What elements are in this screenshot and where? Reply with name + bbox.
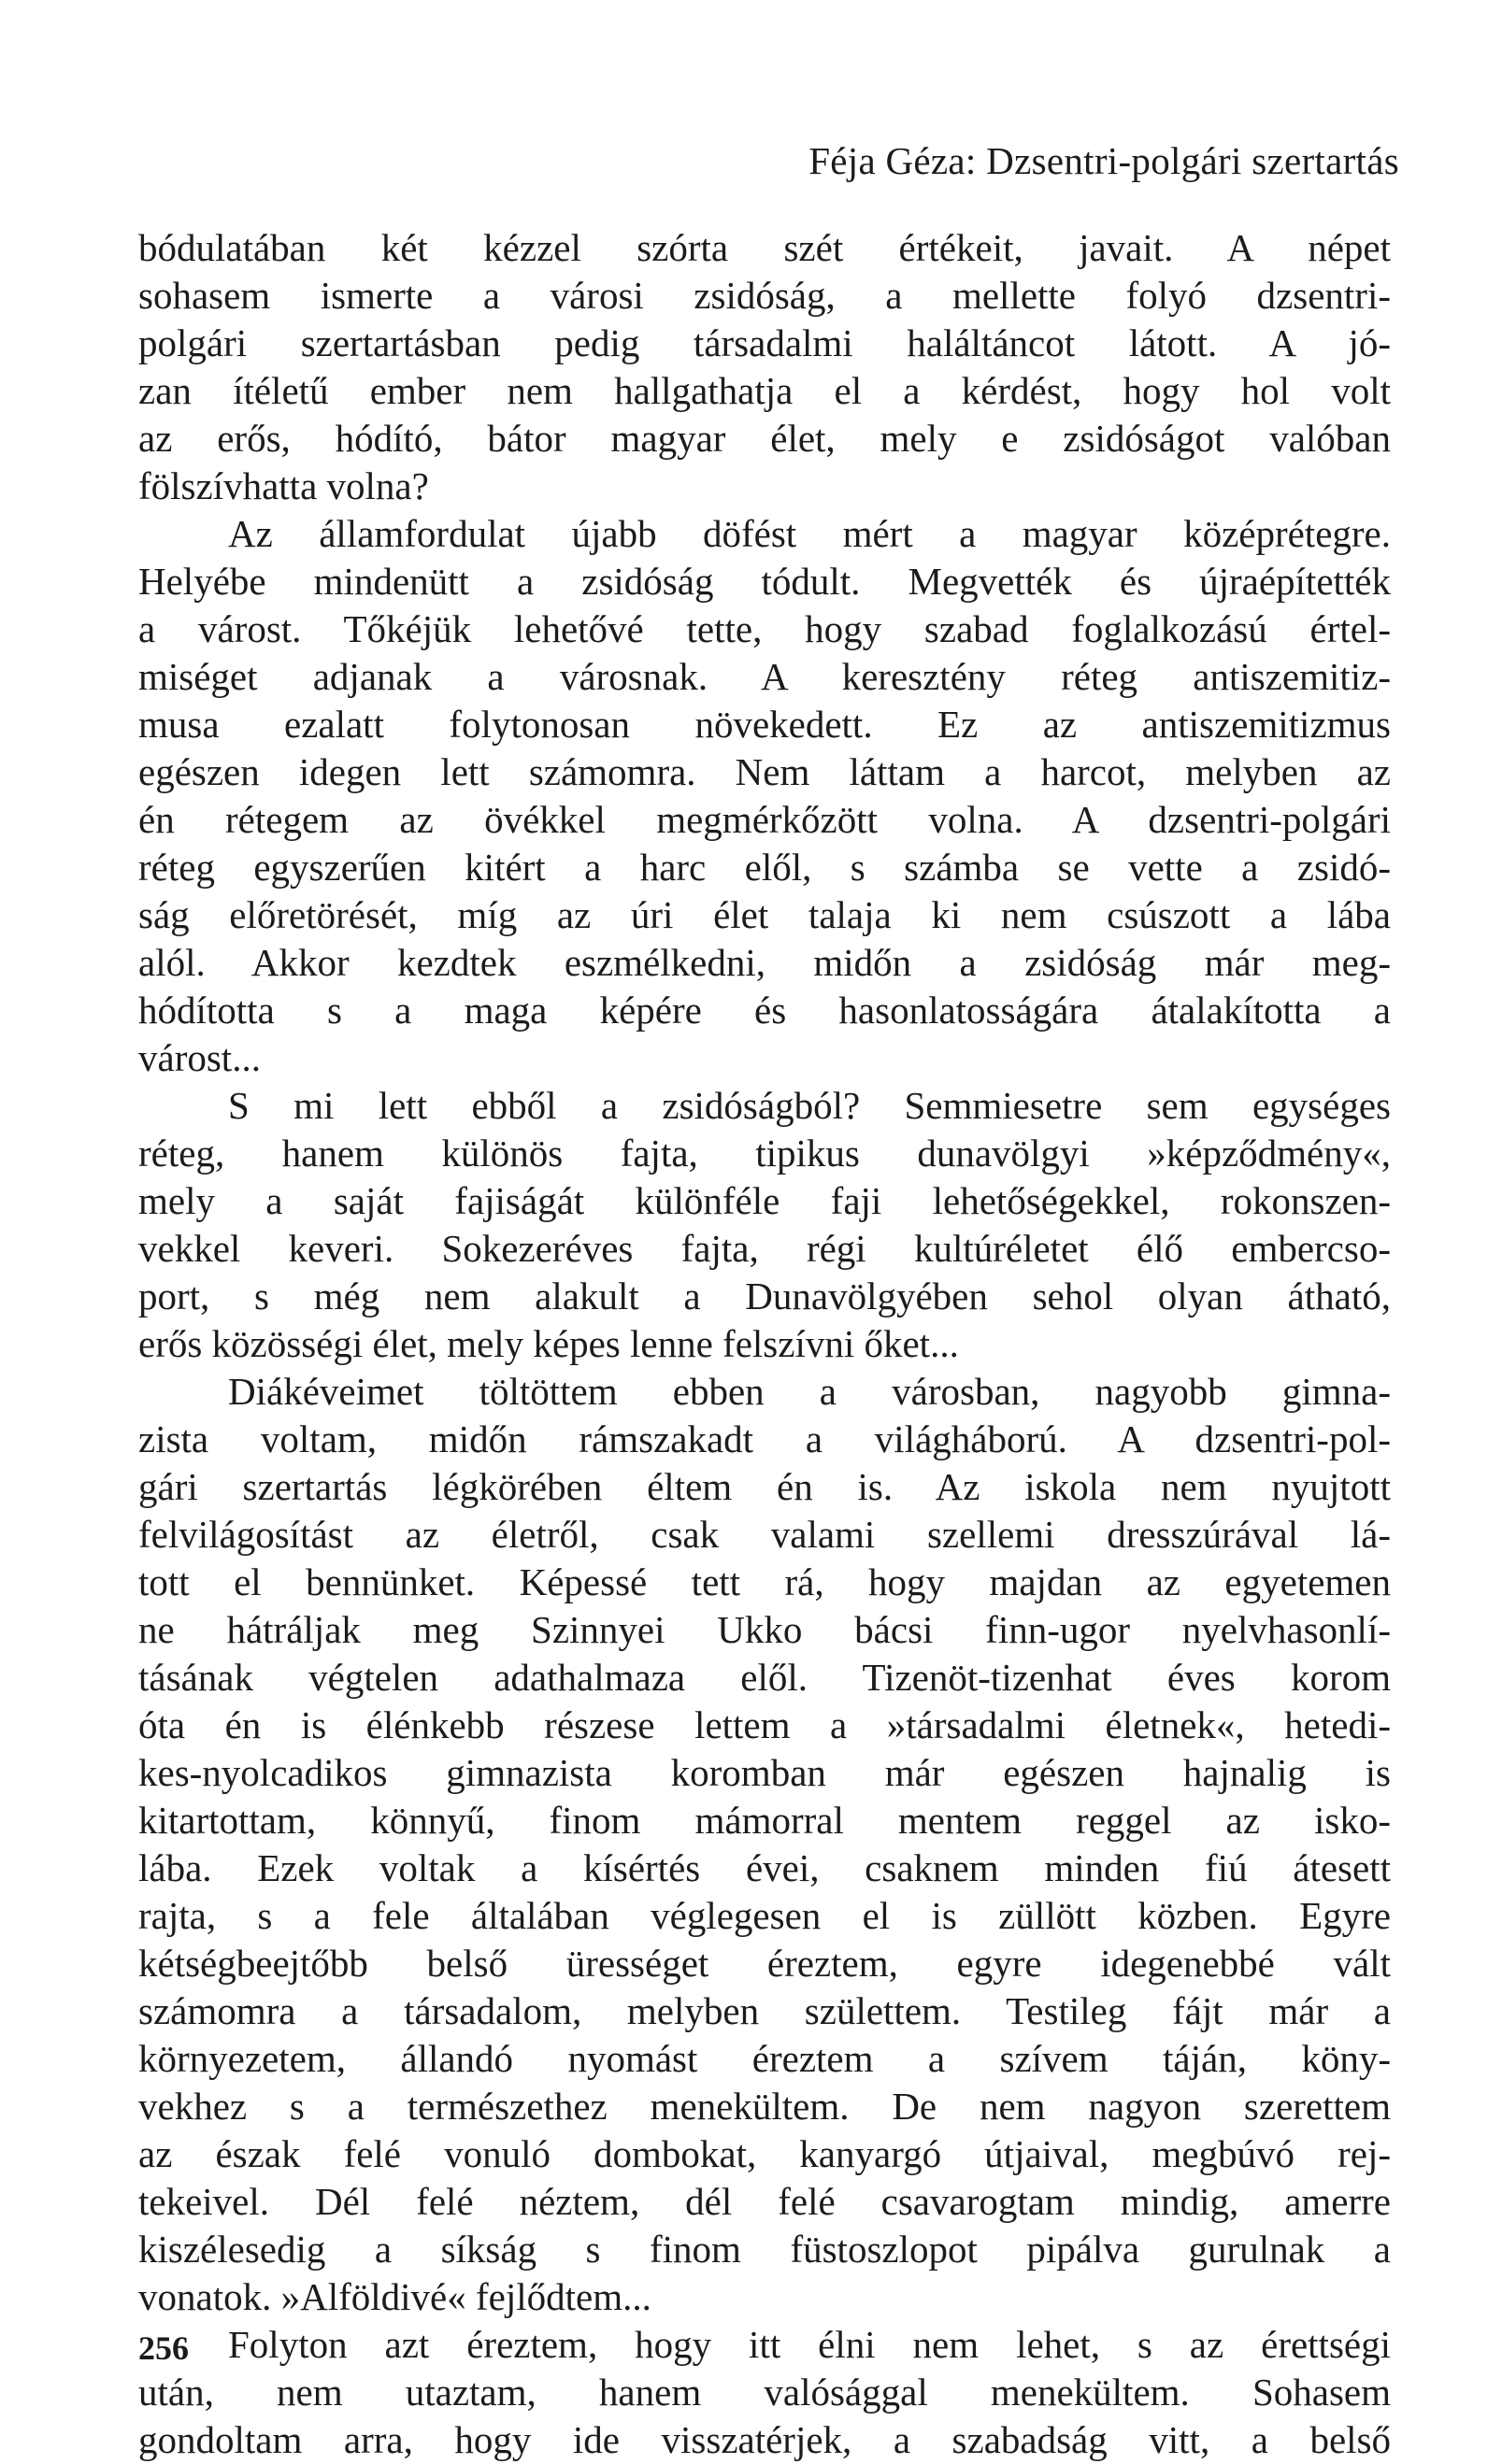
text-line: lába. Ezek voltak a kísértés évei, csaknem minden fiú átesett bbox=[138, 1846, 1391, 1889]
text-line: réteg egyszerűen kitért a harc elől, s számba se vette a zsidó- bbox=[138, 846, 1391, 889]
text-line: után, nem utaztam, hanem valósággal menekültem. Sohasem bbox=[138, 2371, 1391, 2414]
text-line: zan ítéletű ember nem hallgathatja el a kérdést, hogy hol volt bbox=[138, 369, 1391, 412]
text-line: Folyton azt éreztem, hogy itt élni nem lehet, s az érettségi bbox=[228, 2323, 1391, 2366]
text-line: port, s még nem alakult a Dunavölgyében sehol olyan átható, bbox=[138, 1275, 1391, 1317]
text-line: én rétegem az övékkel megmérkőzött volna. A dzsentri-polgári bbox=[138, 798, 1391, 841]
text-line: alól. Akkor kezdtek eszmélkedni, midőn a zsidóság már meg- bbox=[138, 941, 1391, 984]
running-header: Féja Géza: Dzsentri-polgári szertartás bbox=[808, 139, 1399, 182]
text-line: várost... bbox=[138, 1036, 261, 1079]
text-line: fölszívhatta volna? bbox=[138, 464, 429, 507]
text-line: a várost. Tőkéjük lehetővé tette, hogy szabad foglalkozású értel- bbox=[138, 607, 1391, 650]
text-line: kiszélesedig a síkság s finom füstoszlopot pipálva gurulnak a bbox=[138, 2228, 1391, 2271]
text-line: vonatok. »Alföldivé« fejlődtem... bbox=[138, 2275, 651, 2318]
text-line: Diákéveimet töltöttem ebben a városban, nagyobb gimna- bbox=[228, 1370, 1391, 1413]
text-line: az erős, hódító, bátor magyar élet, mely e zsidóságot valóban bbox=[138, 417, 1391, 460]
text-line: környezetem, állandó nyomást éreztem a szívem táján, köny- bbox=[138, 2037, 1391, 2080]
text-line: réteg, hanem különös fajta, tipikus dunavölgyi »képződmény«, bbox=[138, 1132, 1391, 1175]
text-line: ság előretörését, míg az úri élet talaja ki nem csúszott a lába bbox=[138, 893, 1391, 936]
text-line: hódította s a maga képére és hasonlatosságára átalakította a bbox=[138, 989, 1391, 1032]
text-line: Helyébe mindenütt a zsidóság tódult. Megvették és újraépítették bbox=[138, 560, 1391, 603]
text-line: óta én is élénkebb részese lettem a »társadalmi életnek«, hetedi- bbox=[138, 1703, 1391, 1746]
text-line: számomra a társadalom, melyben születtem. Testileg fájt már a bbox=[138, 1989, 1391, 2032]
text-line: egészen idegen lett számomra. Nem láttam a harcot, melyben az bbox=[138, 750, 1391, 793]
text-line: rajta, s a fele általában véglegesen el is züllött közben. Egyre bbox=[138, 1894, 1391, 1937]
text-line: gári szertartás légkörében éltem én is. Az iskola nem nyujtott bbox=[138, 1465, 1391, 1508]
text-line: felvilágosítást az életről, csak valami szellemi dresszúrával lá- bbox=[138, 1513, 1391, 1556]
text-line: vekkel keveri. Sokezeréves fajta, régi kultúréletet élő embercso- bbox=[138, 1227, 1391, 1270]
text-line: tekeivel. Dél felé néztem, dél felé csavarogtam mindig, amerre bbox=[138, 2180, 1391, 2223]
text-line: S mi lett ebből a zsidóságból? Semmiesetre sem egységes bbox=[228, 1084, 1391, 1127]
text-line: erős közösségi élet, mely képes lenne felszívni őket... bbox=[138, 1322, 959, 1365]
page-number: 256 bbox=[138, 2329, 189, 2367]
text-line: tott el bennünket. Képessé tett rá, hogy majdan az egyetemen bbox=[138, 1560, 1391, 1603]
text-line: kitartottam, könnyű, finom mámorral mentem reggel az isko- bbox=[138, 1799, 1391, 1842]
text-line: gondoltam arra, hogy ide visszatérjek, a szabadság vitt, a belső bbox=[138, 2418, 1391, 2461]
text-line: Az államfordulat újabb döfést mért a magyar középrétegre. bbox=[228, 512, 1391, 555]
text-line: az észak felé vonuló dombokat, kanyargó útjaival, megbúvó rej- bbox=[138, 2132, 1391, 2175]
text-line: ne hátráljak meg Szinnyei Ukko bácsi finn-ugor nyelvhasonlí- bbox=[138, 1608, 1391, 1651]
text-line: tásának végtelen adathalmaza elől. Tizenöt-tizenhat éves korom bbox=[138, 1656, 1391, 1699]
text-line: vekhez s a természethez menekültem. De nem nagyon szerettem bbox=[138, 2085, 1391, 2128]
body-text bbox=[138, 224, 1391, 2464]
text-line: mely a saját fajiságát különféle faji lehetőségekkel, rokonszen- bbox=[138, 1179, 1391, 1222]
text-line: sohasem ismerte a városi zsidóság, a mellette folyó dzsentri- bbox=[138, 274, 1391, 317]
text-line: kes-nyolcadikos gimnazista koromban már egészen hajnalig is bbox=[138, 1751, 1391, 1794]
text-line: zista voltam, midőn rámszakadt a világháború. A dzsentri-pol- bbox=[138, 1417, 1391, 1460]
text-line: kétségbeejtőbb belső ürességet éreztem, egyre idegenebbé vált bbox=[138, 1942, 1391, 1985]
text-line: musa ezalatt folytonosan növekedett. Ez az antiszemitizmus bbox=[138, 703, 1391, 746]
text-line: polgári szertartásban pedig társadalmi haláltáncot látott. A jó- bbox=[138, 321, 1391, 364]
text-line: bódulatában két kézzel szórta szét értékeit, javait. A népet bbox=[138, 226, 1391, 269]
text-line: miséget adjanak a városnak. A keresztény réteg antiszemitiz- bbox=[138, 655, 1391, 698]
